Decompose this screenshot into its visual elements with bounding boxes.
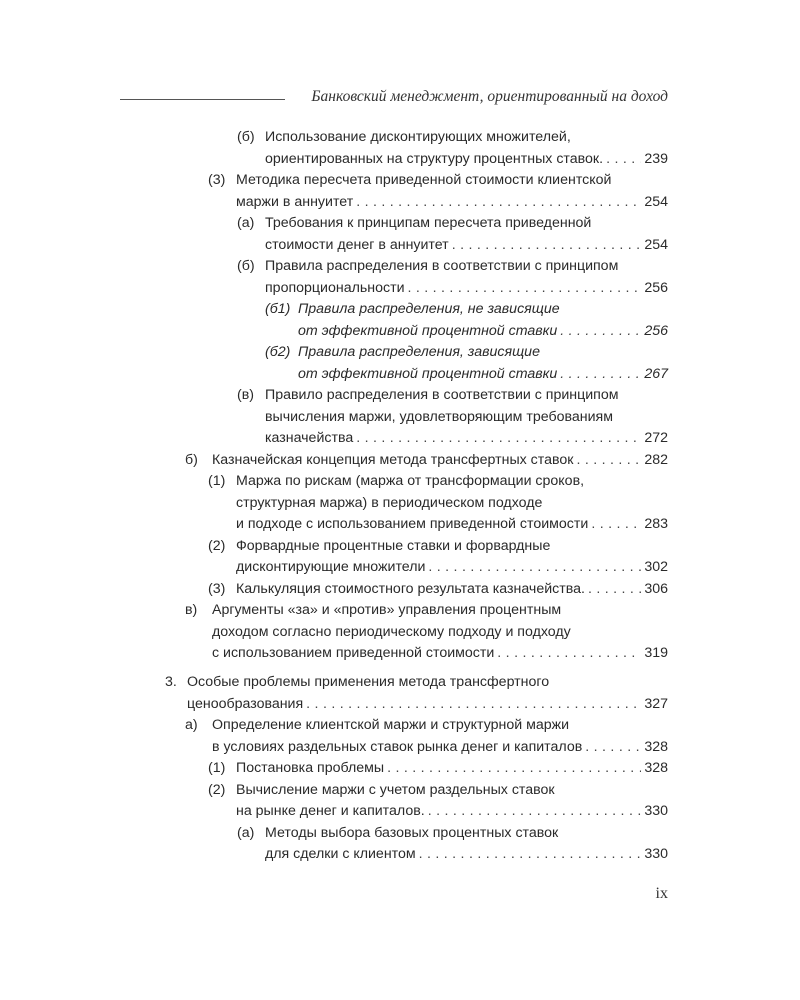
toc-page-number: 256 <box>644 322 668 339</box>
dot-leader <box>452 235 642 257</box>
toc-line <box>0 278 668 300</box>
dot-leader <box>560 364 641 386</box>
toc-entry-title: Методы выбора базовых процентных ставок <box>265 824 559 841</box>
toc-entry[interactable] <box>0 823 668 866</box>
dot-leader <box>576 450 641 472</box>
toc-entry[interactable] <box>0 342 668 385</box>
toc-page-number: 302 <box>644 559 668 575</box>
dot-leader <box>585 737 641 759</box>
dot-leader <box>428 801 642 823</box>
toc-entry-title: Методика пересчета приведенной стоимости клиентской <box>236 172 612 188</box>
toc-line <box>0 299 668 321</box>
toc-line <box>0 450 668 472</box>
toc-line <box>0 643 668 665</box>
toc-entry-title: Форвардные процентные ставки и форвардные <box>236 537 551 554</box>
toc-entry[interactable] <box>0 600 668 665</box>
toc-line <box>0 127 668 149</box>
toc-entry[interactable] <box>0 536 668 579</box>
table-of-contents <box>0 127 668 866</box>
toc-line <box>0 170 668 192</box>
toc-entry-title: Требования к принципам пересчета приведенной <box>265 215 592 231</box>
toc-line <box>0 600 668 622</box>
dot-leader <box>591 514 641 536</box>
toc-page-number: 254 <box>644 236 668 253</box>
toc-entry-title: ценообразования <box>187 695 304 712</box>
toc-entry-number: (1) <box>208 760 226 776</box>
toc-entry-number: (3) <box>208 580 226 597</box>
toc-page-number: 328 <box>644 760 668 776</box>
toc-page-number: 282 <box>644 451 668 468</box>
toc-entry-title: Постановка проблемы <box>236 760 385 776</box>
dot-leader <box>606 149 641 171</box>
toc-entry-number: а) <box>185 717 198 733</box>
toc-line <box>0 844 668 866</box>
dot-leader <box>387 758 641 780</box>
toc-line <box>0 514 668 536</box>
toc-line <box>0 715 668 737</box>
toc-entry-number: (3) <box>208 172 226 188</box>
toc-page-number: 327 <box>644 695 668 712</box>
toc-entry-title: доходом согласно периодическому подходу и подходу <box>212 623 571 640</box>
toc-entry[interactable] <box>0 385 668 450</box>
toc-line <box>0 758 668 780</box>
toc-page-number: 319 <box>644 645 668 661</box>
toc-line <box>0 385 668 407</box>
dot-leader <box>356 428 641 450</box>
toc-entry-title: на рынке денег и капиталов. <box>236 803 425 819</box>
toc-page-number: 256 <box>644 279 668 296</box>
toc-entry-number: б) <box>185 451 198 468</box>
toc-entry-title: Правила распределения, зависящие <box>298 344 540 360</box>
book-title: Банковский менеджмент, ориентированный на доход <box>311 88 668 105</box>
toc-entry-number: (а) <box>237 824 255 841</box>
toc-entry-title: и подходе с использованием приведенной стоимости <box>236 516 589 532</box>
dot-leader <box>408 278 642 300</box>
toc-entry-title: Правила распределения, не зависящие <box>298 301 560 317</box>
toc-entry-title: Особые проблемы применения метода трансфертного <box>187 674 550 690</box>
toc-entry[interactable] <box>0 471 668 536</box>
toc-line <box>0 737 668 759</box>
toc-line <box>0 579 668 601</box>
toc-line <box>0 213 668 235</box>
toc-page-number: 272 <box>644 430 668 446</box>
toc-entry-number: (б) <box>237 129 255 145</box>
toc-entry[interactable] <box>0 299 668 342</box>
toc-page-number: 306 <box>644 580 668 597</box>
toc-entry[interactable] <box>0 256 668 299</box>
toc-entry-number: (в) <box>237 387 254 403</box>
toc-entry-title: Правило распределения в соответствии с принципом <box>265 387 619 403</box>
toc-entry-number: (б2) <box>265 344 291 360</box>
toc-entry-number: (а) <box>237 215 255 231</box>
dot-leader <box>428 557 641 579</box>
toc-line <box>0 192 668 214</box>
toc-entry-title: в условиях раздельных ставок рынка денег и капиталов <box>212 738 583 755</box>
toc-entry[interactable] <box>0 170 668 213</box>
toc-entry-title: от эффективной процентной ставки <box>298 322 558 339</box>
toc-entry-title: Маржа по рискам (маржа от трансформации сроков, <box>236 473 585 489</box>
toc-line <box>0 407 668 429</box>
dot-leader <box>588 579 641 601</box>
toc-page-number: 283 <box>644 516 668 532</box>
toc-entry-number: (2) <box>208 537 226 554</box>
toc-entry-title: Правила распределения в соответствии с принципом <box>265 258 619 274</box>
toc-line <box>0 823 668 845</box>
toc-entry-title: Использование дисконтирующих множителей, <box>265 129 571 145</box>
toc-line <box>0 672 668 694</box>
toc-entry-title: Калькуляция стоимостного результата казначейства. <box>236 580 585 597</box>
toc-line <box>0 536 668 558</box>
toc-entry-title: Аргументы «за» и «против» управления процентным <box>212 602 562 618</box>
toc-entry-title: ориентированных на структуру процентных ставок. <box>265 150 604 167</box>
toc-entry-number: (б) <box>237 258 255 274</box>
toc-entry-title: от эффективной процентной ставки <box>298 365 558 382</box>
toc-page-number: 330 <box>644 846 668 862</box>
toc-entry-title: вычисления маржи, удовлетворяющим требованиям <box>265 408 613 425</box>
toc-page-number: 328 <box>644 738 668 755</box>
toc-entry[interactable] <box>0 715 668 758</box>
toc-line <box>0 321 668 343</box>
toc-entry-number: (2) <box>208 781 226 798</box>
toc-entry-number: 3. <box>165 674 177 690</box>
dot-leader <box>419 844 642 866</box>
toc-entry-number: в) <box>185 602 198 618</box>
toc-entry-title: структурная маржа) в периодическом подходе <box>236 494 543 511</box>
toc-entry-title: с использованием приведенной стоимости <box>212 645 495 661</box>
toc-entry-title: дисконтирующие множители <box>236 559 426 575</box>
toc-line <box>0 493 668 515</box>
toc-line <box>0 471 668 493</box>
dot-leader <box>306 694 641 716</box>
toc-page-number: 330 <box>644 803 668 819</box>
toc-page-number: 267 <box>644 365 668 382</box>
toc-entry-title: пропорциональности <box>265 279 405 296</box>
header-rule <box>120 99 285 100</box>
toc-line <box>0 235 668 257</box>
toc-entry-title: для сделки с клиентом <box>265 846 416 862</box>
toc-entry[interactable] <box>0 672 668 715</box>
dot-leader <box>560 321 641 343</box>
page-number: ix <box>655 885 668 902</box>
toc-line <box>0 801 668 823</box>
dot-leader <box>497 643 641 665</box>
toc-line <box>0 622 668 644</box>
toc-entry[interactable] <box>0 579 668 601</box>
toc-line <box>0 694 668 716</box>
toc-entry-number: (1) <box>208 473 226 489</box>
toc-line <box>0 256 668 278</box>
dot-leader <box>356 192 641 214</box>
toc-entry-title: казначейства <box>265 430 354 446</box>
toc-line <box>0 149 668 171</box>
toc-entry[interactable] <box>0 127 668 170</box>
toc-entry-title: Вычисление маржи с учетом раздельных ставок <box>236 781 555 798</box>
toc-entry[interactable] <box>0 213 668 256</box>
toc-line <box>0 342 668 364</box>
toc-entry[interactable] <box>0 780 668 823</box>
toc-entry-title: Казначейская концепция метода трансфертных ставок <box>212 451 574 468</box>
toc-line <box>0 364 668 386</box>
toc-page-number: 254 <box>644 193 668 210</box>
toc-line <box>0 780 668 802</box>
toc-entry-title: Определение клиентской маржи и структурной маржи <box>212 717 570 733</box>
toc-line <box>0 557 668 579</box>
toc-page-number: 239 <box>644 150 668 167</box>
toc-entry-title: стоимости денег в аннуитет <box>265 236 449 253</box>
toc-entry[interactable] <box>0 758 668 780</box>
toc-entry[interactable] <box>0 450 668 472</box>
toc-entry-number: (б1) <box>265 301 291 317</box>
toc-line <box>0 428 668 450</box>
toc-entry-title: маржи в аннуитет <box>236 193 354 210</box>
running-header <box>120 86 668 108</box>
